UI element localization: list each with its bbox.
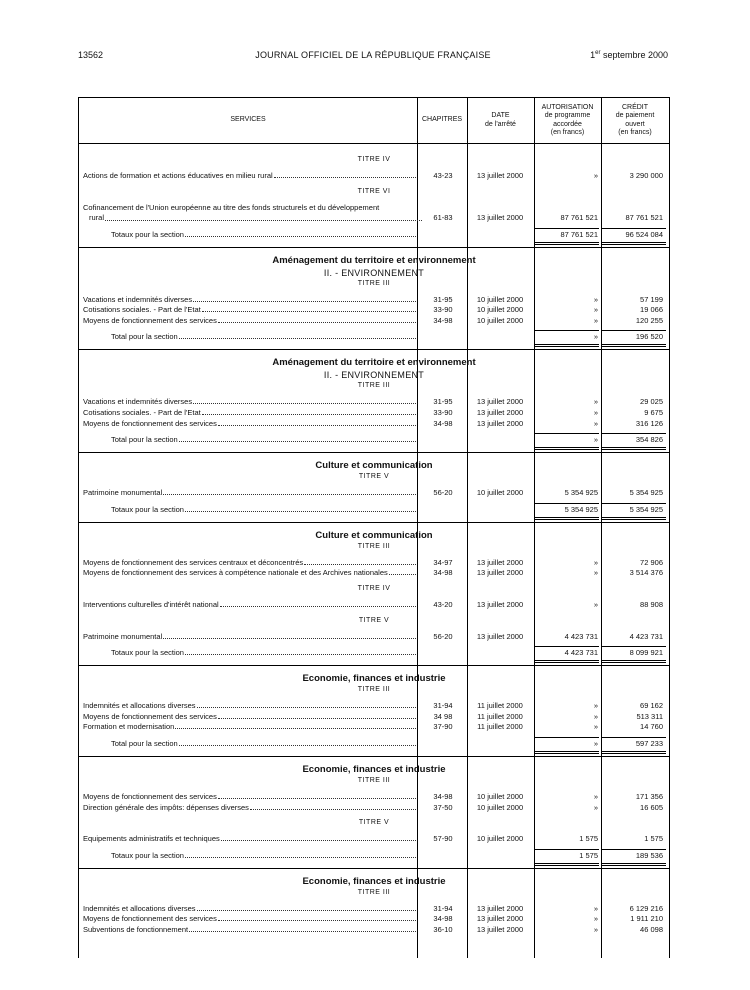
credit-value: 87 761 521 xyxy=(625,212,663,222)
dot-leader xyxy=(175,728,416,729)
label-text: Vacations et indemnités diverses xyxy=(83,397,193,407)
chapitre-value: 31-94 xyxy=(433,903,453,913)
rule-double xyxy=(535,242,599,245)
table-row xyxy=(79,722,669,733)
issue-date: 1er septembre 2000 xyxy=(590,50,668,60)
credit-value: 1 911 210 xyxy=(630,914,663,924)
table-row xyxy=(79,701,669,712)
total-autorisation: » xyxy=(593,738,598,748)
rule-line xyxy=(535,330,599,331)
date-value: 11 juillet 2000 xyxy=(477,722,523,732)
autorisation-value: » xyxy=(593,171,598,180)
credit-value: 1 575 xyxy=(644,834,663,844)
rule-double xyxy=(535,447,599,450)
service-label xyxy=(83,568,417,577)
credit-value: 88 908 xyxy=(640,599,663,609)
label-text: Moyens de fonctionnement des services xyxy=(83,315,217,325)
date-value: 13 juillet 2000 xyxy=(476,557,524,567)
label-text: Total pour la section xyxy=(111,738,178,748)
chapitre-value: 56-20 xyxy=(433,488,453,498)
label-text: Formation et modernisation xyxy=(83,722,175,732)
credit-value: 513 311 xyxy=(636,711,663,721)
label-text: Moyens de fonctionnement des services à compétence nationale et des Archives nationales xyxy=(83,568,388,578)
dot-leader xyxy=(163,494,416,495)
chapitre-value: 31-95 xyxy=(433,294,453,304)
date-value: 10 juillet 2000 xyxy=(476,294,524,304)
autorisation-value: » xyxy=(593,568,598,578)
dot-leader xyxy=(179,441,416,442)
total-autorisation: 87 761 521 xyxy=(560,229,598,239)
date-value: 13 juillet 2000 xyxy=(476,418,524,428)
total-autorisation: 1 575 xyxy=(579,850,598,860)
rule-line xyxy=(602,737,666,738)
dot-leader xyxy=(179,338,416,339)
total-credit: 196 520 xyxy=(635,332,663,342)
chapitre-value: 33-90 xyxy=(433,407,453,417)
total-row xyxy=(79,505,669,516)
autorisation-value: 5 354 925 xyxy=(564,488,598,498)
label-text: Moyens de fonctionnement des services xyxy=(83,914,217,924)
total-label xyxy=(111,739,417,748)
date-value: 13 juillet 2000 xyxy=(476,407,524,417)
service-label xyxy=(83,305,417,314)
autorisation-value: » xyxy=(593,701,598,711)
rule-line xyxy=(535,646,599,647)
table-row xyxy=(79,408,669,419)
credit-value: 46 098 xyxy=(640,924,663,934)
total-label xyxy=(111,648,417,657)
separator-line xyxy=(79,247,669,248)
autorisation-value: » xyxy=(593,903,598,913)
autorisation-value: 1 575 xyxy=(579,834,598,844)
label-text: Total pour la section xyxy=(111,435,178,445)
date-value: 10 juillet 2000 xyxy=(476,802,524,812)
titre-heading: TITRE III xyxy=(357,382,391,390)
chapitre-value: 34-98 xyxy=(433,418,453,428)
autorisation-value: » xyxy=(593,924,598,934)
dot-leader xyxy=(220,606,416,607)
total-row xyxy=(79,851,669,862)
ministry-title: Economie, finances et industrie xyxy=(302,875,446,887)
credit-value: 72 906 xyxy=(640,557,663,567)
credit-value: 69 162 xyxy=(640,701,663,711)
journal-title: JOURNAL OFFICIEL DE LA RÉPUBLIQUE FRANÇAISE xyxy=(255,50,491,60)
date-value: 13 juillet 2000 xyxy=(476,631,524,641)
service-label xyxy=(83,171,417,180)
separator-line xyxy=(79,349,669,350)
rule-double xyxy=(602,517,666,520)
credit-value: 316 126 xyxy=(635,418,663,428)
autorisation-value: » xyxy=(593,711,598,721)
service-label xyxy=(83,834,417,843)
dot-leader xyxy=(274,177,416,178)
col-date-header: DATE de l'arrêté xyxy=(485,112,516,128)
total-credit: 5 354 925 xyxy=(629,504,663,514)
credit-value: 171 356 xyxy=(635,791,663,801)
dot-leader xyxy=(185,654,416,655)
label-text: Interventions culturelles d'intérêt national xyxy=(83,599,219,609)
label-text: Patrimoine monumental xyxy=(83,488,163,498)
total-credit: 354 826 xyxy=(635,435,663,445)
autorisation-value: » xyxy=(593,305,598,315)
label-text: Vacations et indemnités diverses xyxy=(83,294,193,304)
separator-line xyxy=(79,756,669,757)
autorisation-value: » xyxy=(593,315,598,325)
service-label xyxy=(83,419,417,428)
ministry-title: Economie, finances et industrie xyxy=(302,673,446,685)
dot-leader xyxy=(179,745,416,746)
rule-line xyxy=(602,503,666,504)
chapitre-value: 31-94 xyxy=(433,701,453,711)
dot-leader xyxy=(197,707,416,708)
label-text: rural xyxy=(89,212,105,222)
chapitre-value: 34-98 xyxy=(433,568,453,578)
credit-value: 5 354 925 xyxy=(629,488,663,498)
table-row xyxy=(79,316,669,327)
date-value: 13 juillet 2000 xyxy=(476,397,524,407)
label-text: Cotisations sociales. - Part de l'Etat xyxy=(83,305,201,315)
dot-leader xyxy=(202,414,416,415)
table-row xyxy=(79,397,669,408)
date-value: 13 juillet 2000 xyxy=(476,903,524,913)
titre-heading: TITRE III xyxy=(357,888,391,896)
rule-line xyxy=(535,849,599,850)
label-text: Patrimoine monumental xyxy=(83,631,163,641)
table-row xyxy=(79,632,669,643)
rule-line xyxy=(602,849,666,850)
date-value: 13 juillet 2000 xyxy=(476,171,524,180)
total-autorisation: 5 354 925 xyxy=(564,504,598,514)
rule-double xyxy=(535,660,599,663)
credit-value: 57 199 xyxy=(640,294,663,304)
date-value: 13 juillet 2000 xyxy=(476,924,524,934)
service-label xyxy=(83,316,417,325)
date-value: 13 juillet 2000 xyxy=(476,914,524,924)
date-value: 11 juillet 2000 xyxy=(477,701,523,711)
label-text: Direction générale des impôts: dépenses diverses xyxy=(83,802,249,812)
dot-leader xyxy=(218,322,416,323)
service-label xyxy=(83,295,417,304)
label-text: Indemnités et allocations diverses xyxy=(83,701,196,711)
service-label-line: Cofinancement de l'Union européenne au titre des fonds structurels et du développement xyxy=(83,202,380,212)
titre-heading: TITRE III xyxy=(357,686,391,694)
rule-line xyxy=(535,228,599,229)
credit-value: 16 605 xyxy=(640,802,663,812)
dot-leader xyxy=(250,809,416,810)
ministry-title: Aménagement du territoire et environnement xyxy=(272,254,476,266)
total-autorisation: » xyxy=(593,332,598,342)
autorisation-value: » xyxy=(593,407,598,417)
titre-heading: TITRE III xyxy=(357,776,391,784)
service-label xyxy=(83,914,417,923)
table-row xyxy=(79,295,669,306)
total-row xyxy=(79,230,669,241)
autorisation-value: » xyxy=(593,722,598,732)
dot-leader xyxy=(218,920,416,921)
total-label xyxy=(111,230,417,239)
credit-value: 120 255 xyxy=(635,315,663,325)
titre-heading: TITRE V xyxy=(358,819,390,827)
service-label xyxy=(83,701,417,710)
col-credit-header: CRÉDIT de paiement ouvert (en francs) xyxy=(615,104,655,136)
label-text: Totaux pour la section xyxy=(111,648,184,658)
titre-heading: TITRE IV xyxy=(357,584,391,592)
dot-leader xyxy=(163,638,416,639)
label-text: Actions de formation et actions éducatives en milieu rural xyxy=(83,171,273,180)
rule-double xyxy=(535,517,599,520)
rule-line xyxy=(602,330,666,331)
total-row xyxy=(79,739,669,750)
autorisation-value: » xyxy=(593,397,598,407)
date-value: 13 juillet 2000 xyxy=(476,568,524,578)
date-value: 10 juillet 2000 xyxy=(476,791,524,801)
service-label xyxy=(83,203,417,223)
chapitre-value: 43-23 xyxy=(433,171,453,180)
dot-leader xyxy=(218,718,416,719)
label-text: Totaux pour la section xyxy=(111,504,184,514)
service-label-line xyxy=(83,213,423,223)
rule-line xyxy=(602,228,666,229)
table-row xyxy=(79,834,669,845)
rule-double xyxy=(602,447,666,450)
dot-leader xyxy=(221,840,416,841)
service-label xyxy=(83,632,417,641)
service-label xyxy=(83,600,417,609)
total-label xyxy=(111,851,417,860)
autorisation-value: » xyxy=(593,557,598,567)
total-row xyxy=(79,648,669,659)
chapitre-value: 34-98 xyxy=(433,315,453,325)
dot-leader xyxy=(218,798,416,799)
titre-heading: TITRE IV xyxy=(357,156,391,163)
chapitre-value: 57-90 xyxy=(433,834,453,844)
autorisation-value: 4 423 731 xyxy=(564,631,598,641)
separator-line xyxy=(79,452,669,453)
label-text: Moyens de fonctionnement des services xyxy=(83,791,217,801)
date-value: 10 juillet 2000 xyxy=(476,488,524,498)
date-value: 10 juillet 2000 xyxy=(476,315,524,325)
label-text: Cotisations sociales. - Part de l'Etat xyxy=(83,407,201,417)
rule-double xyxy=(535,344,599,347)
total-label xyxy=(111,505,417,514)
service-label xyxy=(83,397,417,406)
label-text: Moyens de fonctionnement des services xyxy=(83,418,217,428)
chapitre-value: 56-20 xyxy=(433,631,453,641)
total-credit: 8 099 921 xyxy=(629,648,663,658)
rule-double xyxy=(535,751,599,754)
date-value: 13 juillet 2000 xyxy=(476,599,524,609)
chapitre-value: 37-90 xyxy=(433,722,453,732)
total-row xyxy=(79,332,669,343)
service-label xyxy=(83,712,417,721)
total-autorisation: » xyxy=(593,435,598,445)
page-header xyxy=(78,50,668,62)
page-number: 13562 xyxy=(78,50,104,60)
autorisation-value: 87 761 521 xyxy=(560,212,598,222)
table-row xyxy=(79,568,669,579)
rule-double xyxy=(535,863,599,866)
table-row xyxy=(79,171,669,182)
service-label xyxy=(83,792,417,801)
rule-double xyxy=(602,344,666,347)
titre-heading: TITRE V xyxy=(358,473,390,481)
table-header xyxy=(79,98,669,144)
total-row xyxy=(79,435,669,446)
dot-leader xyxy=(197,910,416,911)
credit-value: 29 025 xyxy=(640,397,663,407)
chapitre-value: 34-97 xyxy=(433,557,453,567)
date-value: 11 juillet 2000 xyxy=(477,711,523,721)
titre-heading: TITRE III xyxy=(357,279,391,287)
credit-value: 19 066 xyxy=(640,305,663,315)
chapitre-value: 43-20 xyxy=(433,599,453,609)
rule-line xyxy=(535,737,599,738)
date-value: 10 juillet 2000 xyxy=(476,305,524,315)
table-row xyxy=(79,792,669,803)
service-label xyxy=(83,904,417,913)
date-value: 10 juillet 2000 xyxy=(476,834,524,844)
table-row xyxy=(79,558,669,569)
dot-leader xyxy=(202,311,416,312)
rule-double xyxy=(602,660,666,663)
titre-heading: TITRE VI xyxy=(357,187,391,195)
chapitre-value: 34-98 xyxy=(433,914,453,924)
service-label xyxy=(83,488,417,497)
chapitre-value: 61-83 xyxy=(433,212,453,222)
label-text: Moyens de fonctionnement des services centraux et déconcentrés xyxy=(83,557,304,567)
table-row xyxy=(79,305,669,316)
dot-leader xyxy=(189,931,416,932)
service-label xyxy=(83,722,417,731)
table-row xyxy=(79,600,669,611)
total-label xyxy=(111,435,417,444)
autorisation-value: » xyxy=(593,914,598,924)
service-label xyxy=(83,408,417,417)
credits-table xyxy=(78,97,670,958)
date-value: 13 juillet 2000 xyxy=(476,212,524,222)
chapitre-value: 34-98 xyxy=(433,791,453,801)
titre-heading: TITRE V xyxy=(358,616,390,624)
table-row xyxy=(79,803,669,814)
credit-value: 3 514 376 xyxy=(629,568,663,578)
label-text: Total pour la section xyxy=(111,332,178,342)
total-autorisation: 4 423 731 xyxy=(564,648,598,658)
ministry-title: Culture et communication xyxy=(315,529,433,541)
total-credit: 189 536 xyxy=(635,850,663,860)
ministry-title: Culture et communication xyxy=(315,460,433,472)
autorisation-value: » xyxy=(593,418,598,428)
table-row xyxy=(79,904,669,915)
autorisation-value: » xyxy=(593,294,598,304)
rule-line xyxy=(535,503,599,504)
dot-leader xyxy=(105,220,422,221)
dot-leader xyxy=(218,425,416,426)
service-label xyxy=(83,558,417,567)
label-text: Equipements administratifs et techniques xyxy=(83,834,220,844)
label-text: Subventions de fonctionnement xyxy=(83,924,189,934)
titre-heading: TITRE III xyxy=(357,542,391,550)
dot-leader xyxy=(304,564,416,565)
rule-double xyxy=(602,863,666,866)
separator-line xyxy=(79,868,669,869)
rule-double xyxy=(602,242,666,245)
service-label xyxy=(83,925,417,934)
total-credit: 96 524 084 xyxy=(625,229,663,239)
ministry-title: Economie, finances et industrie xyxy=(302,763,446,775)
table-row xyxy=(79,488,669,499)
col-chapitres-header: CHAPITRES xyxy=(421,116,463,124)
col-services-header: SERVICES xyxy=(230,116,266,124)
table-row xyxy=(79,914,669,925)
ministry-title: Aménagement du territoire et environnement xyxy=(272,357,476,369)
credit-value: 6 129 216 xyxy=(629,903,663,913)
service-label xyxy=(83,803,417,812)
col-autorisation-header: AUTORISATION de programme accordée (en francs) xyxy=(541,104,594,136)
table-row xyxy=(79,925,669,936)
table-body xyxy=(79,144,669,937)
credit-value: 9 675 xyxy=(644,407,663,417)
rule-line xyxy=(535,433,599,434)
credit-value: 3 290 000 xyxy=(629,171,663,180)
rule-line xyxy=(602,646,666,647)
rule-line xyxy=(602,433,666,434)
chapitre-value: 34 98 xyxy=(433,711,453,721)
table-row xyxy=(79,203,669,224)
dot-leader xyxy=(389,574,416,575)
ministry-subtitle: II. - ENVIRONNEMENT xyxy=(323,370,425,381)
separator-line xyxy=(79,522,669,523)
credit-value: 14 760 xyxy=(640,722,663,732)
dot-leader xyxy=(185,511,416,512)
total-label xyxy=(111,332,417,341)
label-text: Totaux pour la section xyxy=(111,850,184,860)
credit-value: 4 423 731 xyxy=(629,631,663,641)
total-credit: 597 233 xyxy=(635,738,663,748)
chapitre-value: 33-90 xyxy=(433,305,453,315)
dot-leader xyxy=(185,236,416,237)
label-text: Totaux pour la section xyxy=(111,229,184,239)
autorisation-value: » xyxy=(593,791,598,801)
chapitre-value: 36-10 xyxy=(433,924,453,934)
spacer xyxy=(79,935,669,937)
label-text: Indemnités et allocations diverses xyxy=(83,903,196,913)
table-row xyxy=(79,712,669,723)
ministry-subtitle: II. - ENVIRONNEMENT xyxy=(323,267,425,278)
dot-leader xyxy=(193,403,416,404)
label-text: Moyens de fonctionnement des services xyxy=(83,711,217,721)
dot-leader xyxy=(193,301,416,302)
autorisation-value: » xyxy=(593,599,598,609)
dot-leader xyxy=(185,857,416,858)
rule-double xyxy=(602,751,666,754)
autorisation-value: » xyxy=(593,802,598,812)
chapitre-value: 37-50 xyxy=(433,802,453,812)
table-row xyxy=(79,419,669,430)
spacer xyxy=(79,144,669,154)
chapitre-value: 31-95 xyxy=(433,397,453,407)
separator-line xyxy=(79,665,669,666)
